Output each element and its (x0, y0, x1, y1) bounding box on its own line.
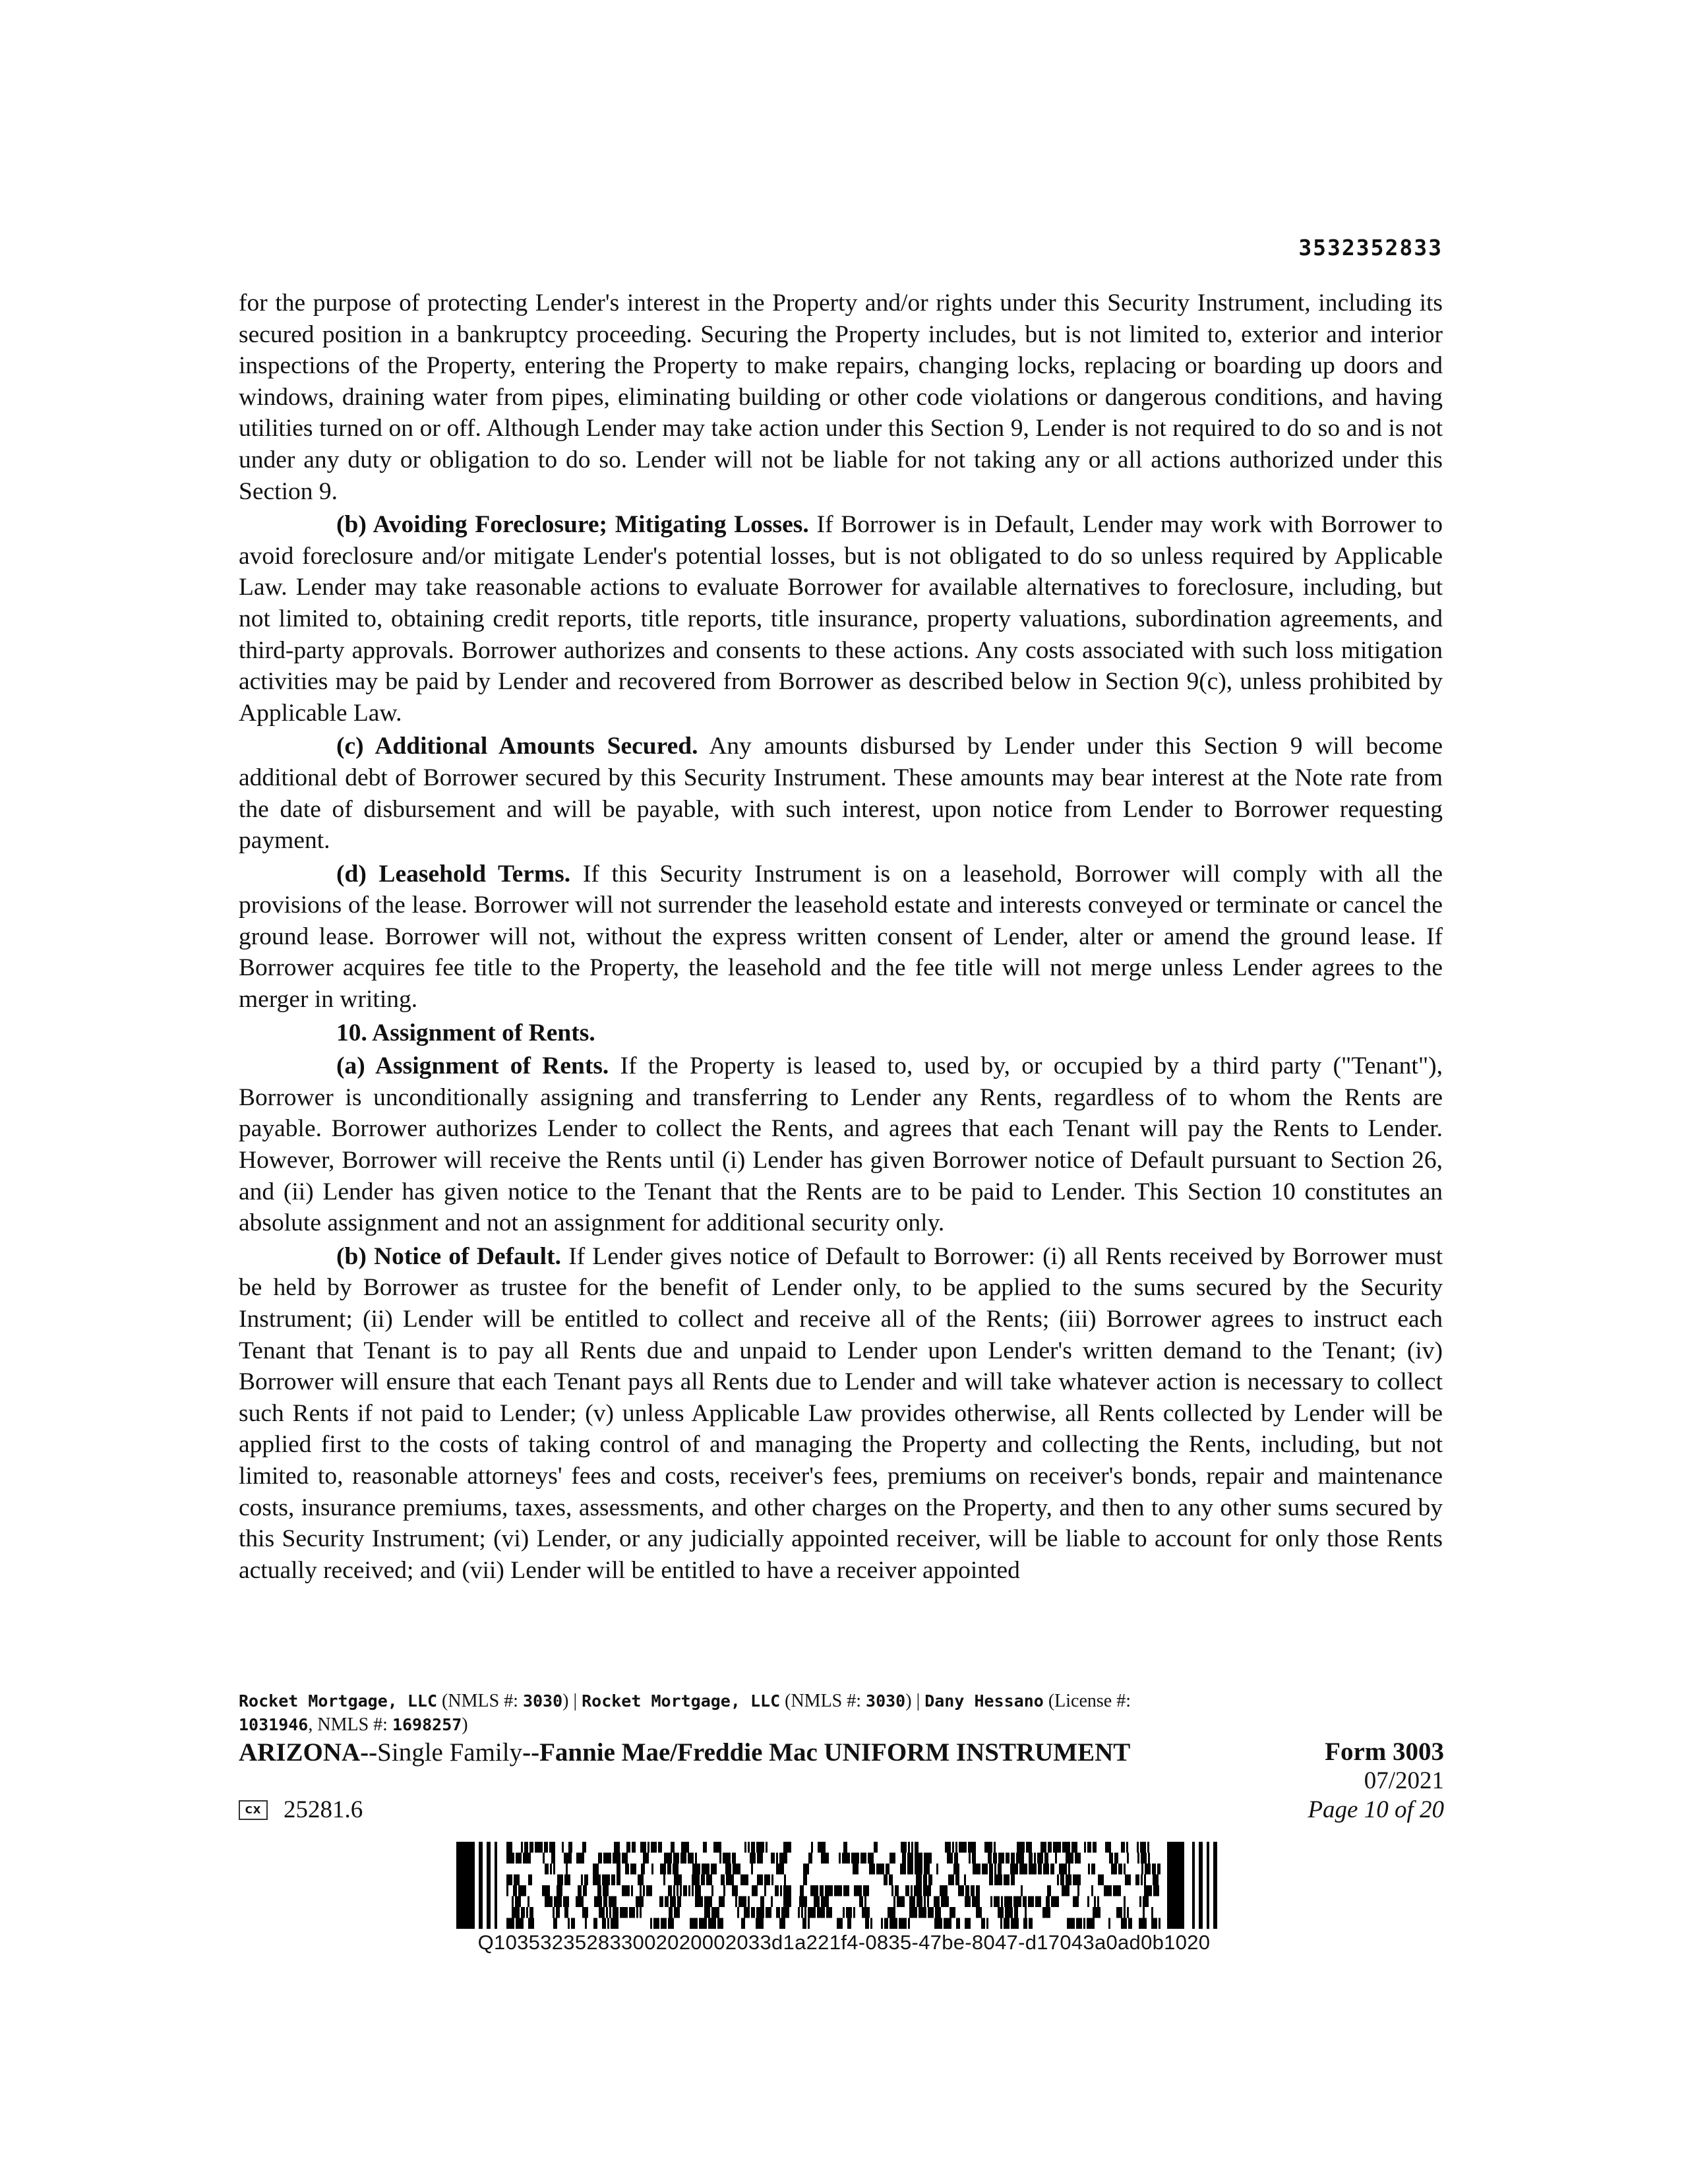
heading-assignment-of-rents: (a) Assignment of Rents. (336, 1052, 609, 1080)
lender-nmls-number: 3030 (522, 1691, 563, 1711)
paragraph-notice-of-default (239, 1241, 1443, 1587)
separator: | (911, 1691, 925, 1711)
lender-name: Rocket Mortgage, LLC (239, 1691, 438, 1711)
paragraph-additional-amounts (239, 731, 1443, 856)
text-notice-of-default: If Lender gives notice of Default to Borrower: (i) all Rents received by Borrower must be held by Borrower as trustee for the benefit of Lender only, to be applied to the sums secured by the Security Instrument; (ii) Lender will be entitled to collect and receive all of the Rents; (iii) Borrower agrees to instruct each Tenant that Tenant is to pay all Rents due and unpaid to Lender upon Lender's written demand to the Tenant; (iv) Borrower will ensure that each Tenant pays all Rents due to Lender and will take whatever action is necessary to collect such Rents if not paid to Lender; (v) unless Applicable Law provides otherwise, all Rents collected by Lender will be applied first to the costs of taking control of and managing the Property and collecting the Rents, including, but not limited to, reasonable attorneys' fees and costs, receiver's fees, premiums on receiver's bonds, repair and maintenance costs, insurance premiums, taxes, assessments, and other charges on the Property, and then to any other sums secured by this Security Instrument; (vi) Lender, or any judicially appointed receiver, will be liable to account for only those Rents actually received; and (vii) Lender will be entitled to have a receiver appointed (239, 1242, 1443, 1584)
cx-logo-icon: CX (239, 1800, 268, 1820)
heading-leasehold-terms: (d) Leasehold Terms. (336, 860, 571, 888)
lender-nmls-number: 3030 (866, 1691, 906, 1711)
heading-additional-amounts: (c) Additional Amounts Secured. (336, 733, 698, 760)
document-barcode (456, 1842, 1232, 1929)
separator: | (568, 1691, 582, 1711)
heading-notice-of-default: (b) Notice of Default. (336, 1242, 561, 1270)
paragraph-leasehold-terms (239, 859, 1443, 1016)
text-avoiding-foreclosure: If Borrower is in Default, Lender may work with Borrower to avoid foreclosure and/or mitigate Lender's potential losses, but is not obligated to do so unless required by Applicable Law. Lender may take reasonable actions to evaluate Borrower for available alternatives to foreclosure, including, but not limited to, obtaining credit reports, title reports, title insurance, property valuations, subordination agreements, and third-party approvals. Borrower authorizes and consents to these actions. Any costs associated with such loss mitigation activities may be paid by Lender and recovered from Borrower as described below in Section 9(c), unless prohibited by Applicable Law. (239, 511, 1443, 727)
text-assignment-of-rents: If the Property is leased to, used by, or occupied by a third party ("Tenant"), Borrower is unconditionally assigning and transferring to Lender any Rents, regardless of to whom the Rents are payable. Borrower authorizes Lender to collect the Rents, and agrees that each Tenant will pay the Rents to Lender. However, Borrower will receive the Rents until (i) Lender has given Borrower notice of Default pursuant to Section 26, and (ii) Lender has given notice to the Tenant that the Rents are to be paid to Lender. This Section 10 constitutes an absolute assignment and not an assignment for additional security only. (239, 1052, 1443, 1237)
paragraph-assignment-of-rents (239, 1050, 1443, 1239)
heading-avoiding-foreclosure: (b) Avoiding Foreclosure; Mitigating Losses. (336, 511, 809, 539)
paragraph-securing-property: for the purpose of protecting Lender's interest in the Property and/or rights under this Security Instrument, including its secured position in a bankruptcy proceeding. Securing the Property includes, but is not limited to, exterior and interior inspections of the Property, entering the Property to make repairs, changing locks, replacing or boarding up doors and windows, draining water from pipes, eliminating building or other code violations or dangerous conditions, and having utilities turned on or off. Although Lender may take action under this Section 9, Lender is not required to do so and is not under any duty or obligation to do so. Lender will not be liable for not taking any or all actions authorized under this Section 9. (239, 289, 1443, 505)
document-body (239, 288, 1443, 1588)
originator-name: Dany Hessano (924, 1691, 1044, 1711)
originator-license-number: 1031946 (239, 1715, 309, 1734)
barcode-label: Q103532352833002020002033d1a221f4-0835-47be-8047-d17043a0ad0b1020 (477, 1931, 1211, 1954)
lender-info: Rocket Mortgage, LLC (NMLS #: 3030) | Rocket Mortgage, LLC (NMLS #: 3030) | Dany Hessano (License #: 1031946, NMLS #: 1698257) (239, 1691, 1131, 1735)
page-number: Page 10 of 20 (1308, 1796, 1444, 1823)
text-additional-amounts: Any amounts disbursed by Lender under this Section 9 will become additional debt of Borrower secured by this Security Instrument. These amounts may bear interest at the Note rate from the date of disbursement and will be payable, with such interest, upon notice from Lender to Borrower requesting payment. (239, 733, 1443, 855)
form-number: Form 3003 (1325, 1738, 1444, 1766)
lender-name: Rocket Mortgage, LLC (582, 1691, 781, 1711)
originator-nmls-number: 1698257 (392, 1715, 462, 1734)
version-number: 25281.6 (284, 1796, 363, 1823)
section-10-heading: 10. Assignment of Rents. (336, 1019, 595, 1046)
document-version (239, 1796, 363, 1825)
text-leasehold-terms: If this Security Instrument is on a leasehold, Borrower will comply with all the provisions of the lease. Borrower will not surrender the leasehold estate and interests conveyed or terminate or cancel the ground lease. Borrower will not, without the express written consent of Lender, alter or amend the ground lease. If Borrower acquires fee title to the Property, the leasehold and the fee title will not merge unless Lender agrees to the merger in writing. (239, 860, 1443, 1014)
instrument-title: ARIZONA--Single Family--Fannie Mae/Freddie Mac UNIFORM INSTRUMENT (239, 1738, 1131, 1767)
form-date: 07/2021 (1364, 1767, 1444, 1794)
loan-number: 3532352833 (1298, 235, 1443, 260)
form-info (1308, 1738, 1444, 1825)
paragraph-avoiding-foreclosure (239, 509, 1443, 729)
